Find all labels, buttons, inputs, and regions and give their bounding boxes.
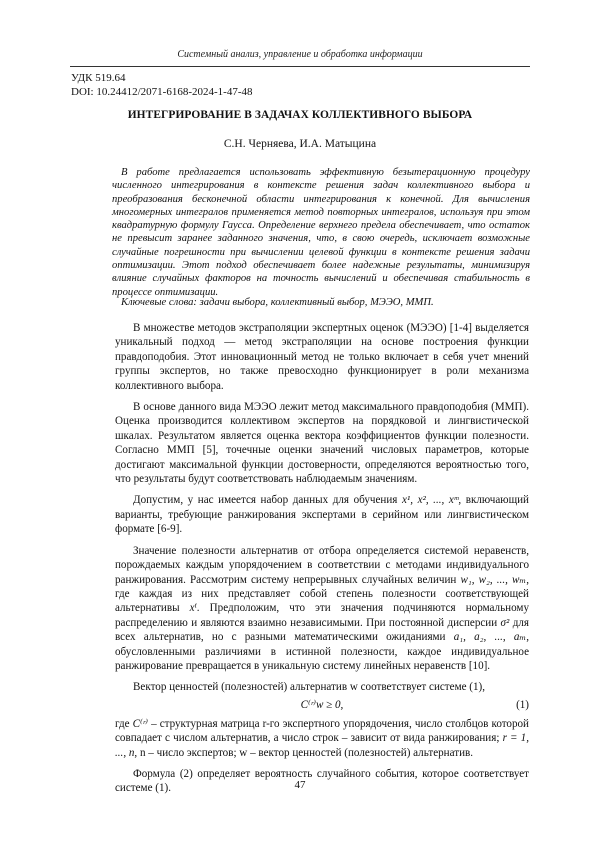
header-rule <box>70 66 530 67</box>
inline-math: r = 1, ..., n <box>115 732 529 759</box>
paragraph: В множестве методов экстраполяции экспертных оценок (МЭЭО) [1-4] выделяется уникальный подход — метод экстраполяции на основе построения функции правдоподобия. Этот инновационный метод не только включает в себя учет мнений группы экспертов, но также превосходно функционирует в роли механизма коллективного выбора. <box>115 322 529 392</box>
udc-code: УДК 519.64 <box>71 72 126 84</box>
paragraph-text: Допустим, у нас имеется набор данных для обучения <box>133 494 402 507</box>
paragraph: Формула (2) определяет вероятность случайного события, которое соответствует системе (1). <box>115 767 529 795</box>
paragraph-text: , включающий варианты, требующие ранжирования экспертами в серийном или лингвистическом формате [6-9]. <box>115 494 529 536</box>
equation-number: (1) <box>516 698 529 711</box>
paragraph <box>115 493 529 536</box>
paragraph-text: для всех альтернатив, но с разными математическими ожиданиями <box>115 616 529 644</box>
abstract: В работе предлагается использовать эффективную безытерационную процедуру численного интегрирования в контексте решения задач коллективного выбора и преобразования бесконечной области интегрирования к конечной. Для вычисления многомерных интегралов применяется метод повторных интегралов, используя при этом квадратурную формулу Гаусса. Определение верхнего предела обеспечивает, что остаток не превысит заранее заданного значения, что, в свою очередь, исключает возможные случайные погрешности при вычислении целевой функции в контексте решения задачи оптимизации. Этот подход обеспечивает более надежные результаты, минимизируя влияние случайных факторов на точность вычислений и обеспечивая стабильность в процессе оптимизации. <box>112 167 530 298</box>
paragraph-text: – структурная матрица r-го экспертного упорядочения, число столбцов которой совпадает с числом альтернатив, а число строк – зависит от вида ранжирования; <box>115 717 529 745</box>
paragraph-text: Значение полезности альтернатив от отбора определяется системой неравенств, порождаемых каждым упорядочением в соответствии с методами индивидуального ранжирования. Рассмотрим систему непрерывных случайных величин <box>115 544 529 586</box>
authors: С.Н. Черняева, И.А. Матыцина <box>223 138 377 150</box>
running-head: Системный анализ, управление и обработка информации <box>177 49 423 60</box>
paragraph-text: , n – число экспертов; w – вектор ценностей (полезностей) альтернатив. <box>134 746 474 759</box>
paragraph-text: , обусловленными различиями в истинной полезности, каждое индивидуальное ранжирование превращается в уникальную систему линейных неравенств [10]. <box>115 631 529 672</box>
inline-math: x¹, x², ..., xᵐ <box>401 494 459 507</box>
inline-math: σ² <box>500 616 510 629</box>
paragraph-text: , где каждая из них представляет собой степень полезности соответствующей альтернативы <box>115 573 529 615</box>
doi: DOI: 10.24412/2071-6168-2024-1-47-48 <box>71 86 253 98</box>
identifiers <box>71 71 252 99</box>
keywords: Ключевые слова: задачи выбора, коллективный выбор, МЭЭО, ММП. <box>121 297 434 308</box>
paragraph-text: . Предположим, что эти значения подчиняются нормальному распределению и являются взаимно независимыми. При постоянной дисперсии <box>115 602 529 629</box>
paragraph: В основе данного вида МЭЭО лежит метод максимального правдоподобия (ММП). Оценка производится коллективом экспертов на порядковой и лингвистической шкалах. Результатом является оценка вектора коэффициентов функции полезности. Согласно ММП [5], точечные оценки значений числовых параметров, которые достигают максимальной функции достоверности, определяются вероятностью того, что результаты будут соответствовать наблюдаемым значениям. <box>115 401 529 486</box>
inline-math: w₁, w₂, ..., wₘ <box>460 573 527 586</box>
paragraph-text: где <box>115 717 133 730</box>
paragraph: Вектор ценностей (полезностей) альтернатив w соответствует системе (1), <box>133 681 485 694</box>
inline-math: a₁, a₂, ..., aₘ <box>453 631 527 644</box>
article-title: ИНТЕГРИРОВАНИЕ В ЗАДАЧАХ КОЛЛЕКТИВНОГО ВЫБОРА <box>127 109 473 121</box>
inline-math: C⁽ʳ⁾ <box>132 717 148 730</box>
inline-math: xⁱ <box>189 602 197 615</box>
article-body <box>115 321 529 803</box>
equation-formula: C⁽ʳ⁾w ≥ 0, <box>300 698 344 711</box>
page-number: 47 <box>294 779 306 791</box>
equation-1 <box>115 695 529 717</box>
paragraph <box>115 717 529 760</box>
paragraph <box>115 544 529 674</box>
